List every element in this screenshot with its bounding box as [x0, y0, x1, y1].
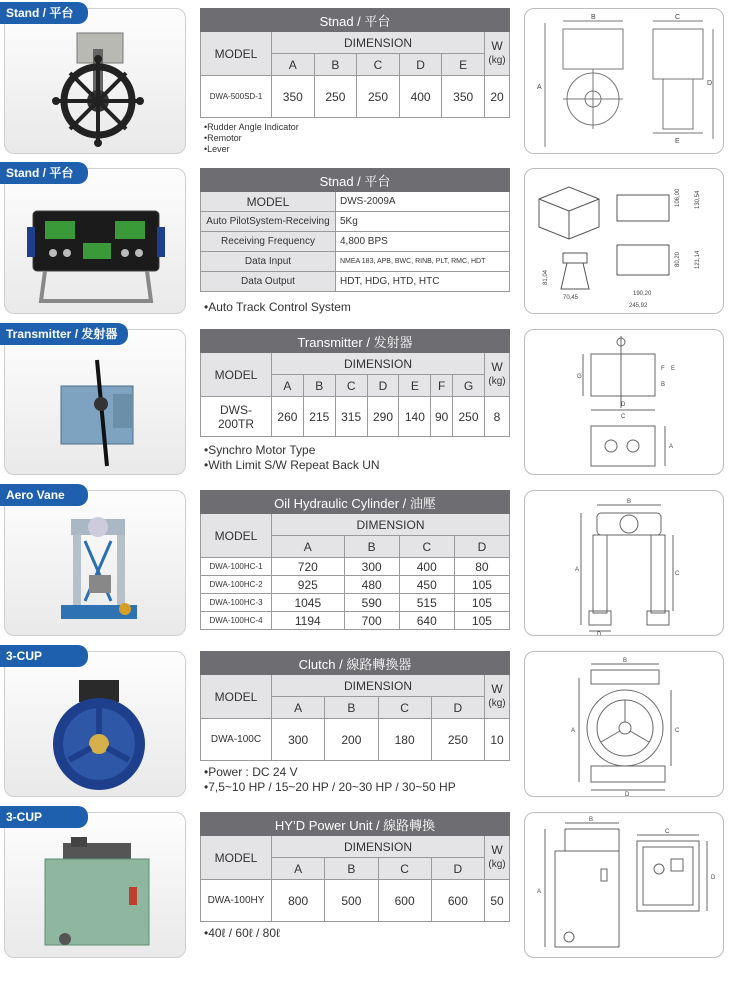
- column-header: D: [399, 54, 442, 76]
- drawing-label: C: [675, 571, 680, 577]
- section-clutch: [0, 645, 730, 800]
- drawing-label: D: [621, 402, 626, 408]
- dimension-drawing: [524, 329, 724, 475]
- model-cell: DWA-100HC-1: [201, 558, 272, 576]
- spec-table: [200, 8, 510, 118]
- drawing-label: C: [621, 414, 626, 420]
- drawing-label: B: [661, 382, 666, 388]
- notes-list: [204, 443, 380, 473]
- weight-cell: 8: [485, 397, 510, 437]
- value-cell: 105: [454, 594, 509, 612]
- value-cell: 250: [357, 76, 400, 118]
- model-header: MODEL: [201, 353, 272, 397]
- value-cell: 250: [431, 719, 484, 761]
- spec-table: [200, 168, 510, 292]
- spec-label: Auto PilotSystem-Receiving: [201, 212, 336, 232]
- dimension-drawing: [524, 8, 724, 154]
- value-cell: 600: [431, 880, 484, 922]
- section-power-unit: [0, 806, 730, 961]
- value-cell: 300: [344, 558, 399, 576]
- dimension-drawing: [524, 651, 724, 797]
- drawing-label: 245,92: [629, 303, 648, 309]
- drawing-label: 81,04: [543, 269, 549, 285]
- spec-label: Receiving Frequency: [201, 232, 336, 252]
- table-row: [201, 880, 510, 922]
- model-cell: DWS-200TR: [201, 397, 272, 437]
- model-cell: DWA-100C: [201, 719, 272, 761]
- table-title: Transmitter / 发射器: [201, 330, 510, 353]
- dimension-header: DIMENSION: [272, 514, 510, 536]
- model-header: MODEL: [201, 675, 272, 719]
- section-transmitter: [0, 323, 730, 478]
- value-cell: 1194: [272, 612, 345, 630]
- drawing-label: E: [671, 366, 676, 372]
- column-header: D: [431, 858, 484, 880]
- section-aero-vane: [0, 484, 730, 639]
- drawing-label: D: [711, 875, 716, 881]
- table-row: [201, 612, 510, 630]
- value-cell: 640: [399, 612, 454, 630]
- table-row: [201, 576, 510, 594]
- product-photo-hydraulic-cylinder: [4, 490, 186, 636]
- drawing-label: F: [661, 366, 665, 372]
- table-row: [201, 272, 510, 292]
- product-photo-ship-wheel-stand: [4, 8, 186, 154]
- value-cell: 140: [399, 397, 431, 437]
- value-cell: 400: [399, 558, 454, 576]
- value-cell: 215: [303, 397, 335, 437]
- value-cell: 105: [454, 576, 509, 594]
- product-photo-control-panel: [4, 168, 186, 314]
- value-cell: 400: [399, 76, 442, 118]
- value-cell: 105: [454, 612, 509, 630]
- value-cell: 80: [454, 558, 509, 576]
- product-photo-clutch: [4, 651, 186, 797]
- value-cell: 290: [367, 397, 399, 437]
- table-row: [201, 232, 510, 252]
- dimension-header: DIMENSION: [272, 353, 485, 375]
- drawing-label: 190,20: [633, 291, 652, 297]
- value-cell: 925: [272, 576, 345, 594]
- notes-list: [204, 926, 280, 941]
- drawing-label: D: [707, 80, 713, 87]
- column-header: C: [335, 375, 367, 397]
- drawing-label: 130,54: [695, 190, 701, 209]
- column-header: C: [378, 858, 431, 880]
- table-row: [201, 558, 510, 576]
- note-item: • With Limit S/W Repeat Back UN: [204, 458, 380, 473]
- column-header: B: [344, 536, 399, 558]
- weight-header: W (kg): [485, 353, 510, 397]
- notes-list: [204, 300, 351, 315]
- drawing-label: 80,20: [675, 251, 681, 267]
- table-row: [201, 76, 510, 118]
- spec-table: [200, 651, 510, 761]
- value-cell: 800: [272, 880, 325, 922]
- value-cell: 300: [272, 719, 325, 761]
- drawing-label: A: [575, 567, 580, 573]
- spec-table: [200, 329, 510, 437]
- note-item: • 40ℓ / 60ℓ / 80ℓ: [204, 926, 280, 941]
- drawing-label: B: [591, 14, 596, 21]
- column-header: E: [442, 54, 485, 76]
- table-title: Clutch / 線路轉換器: [201, 652, 510, 675]
- note-item: • Remotor: [204, 133, 299, 144]
- value-cell: 720: [272, 558, 345, 576]
- column-header: G: [453, 375, 485, 397]
- model-header: MODEL: [201, 192, 336, 212]
- spec-label: Data Output: [201, 272, 336, 292]
- dimension-header: DIMENSION: [272, 32, 485, 54]
- column-header: F: [431, 375, 453, 397]
- weight-header: W (kg): [485, 836, 510, 880]
- model-cell: DWA-100HC-2: [201, 576, 272, 594]
- value-cell: 600: [378, 880, 431, 922]
- drawing-label: B: [589, 817, 594, 823]
- dimension-drawing: [524, 168, 724, 314]
- section-stand-2: [0, 162, 730, 317]
- spec-value: 5Kg: [336, 212, 510, 232]
- value-cell: 250: [314, 76, 357, 118]
- note-item: • Synchro Motor Type: [204, 443, 380, 458]
- value-cell: 700: [344, 612, 399, 630]
- table-title: Stnad / 平台: [201, 9, 510, 32]
- section-tab: Stand / 平台: [0, 2, 88, 24]
- drawing-label: C: [675, 728, 680, 734]
- weight-cell: 20: [485, 76, 510, 118]
- column-header: B: [314, 54, 357, 76]
- model-cell: DWA-500SD-1: [201, 76, 272, 118]
- note-item: • Power : DC 24 V: [204, 765, 456, 780]
- dimension-header: DIMENSION: [272, 836, 485, 858]
- section-tab: Stand / 平台: [0, 162, 88, 184]
- spec-value: NMEA 183, APB, BWC, RINB, PLT, RMC, HDT: [336, 252, 510, 272]
- model-value: DWS-2009A: [336, 192, 510, 212]
- notes-list: [204, 122, 299, 155]
- weight-header: W (kg): [485, 32, 510, 76]
- model-header: MODEL: [201, 836, 272, 880]
- weight-cell: 10: [485, 719, 510, 761]
- column-header: A: [272, 697, 325, 719]
- weight-header: W (kg): [485, 675, 510, 719]
- model-cell: DWA-100HC-3: [201, 594, 272, 612]
- column-header: A: [272, 375, 304, 397]
- dimension-drawing: [524, 812, 724, 958]
- value-cell: 250: [453, 397, 485, 437]
- drawing-label: A: [537, 84, 542, 91]
- drawing-label: A: [537, 889, 542, 895]
- drawing-label: D: [597, 632, 602, 637]
- value-cell: 180: [378, 719, 431, 761]
- product-photo-transmitter: [4, 329, 186, 475]
- drawing-label: C: [675, 14, 681, 21]
- note-item: • Auto Track Control System: [204, 300, 351, 315]
- drawing-label: A: [571, 728, 576, 734]
- column-header: B: [325, 697, 378, 719]
- dimension-drawing: [524, 490, 724, 636]
- column-header: A: [272, 536, 345, 558]
- column-header: A: [272, 858, 325, 880]
- dimension-header: DIMENSION: [272, 675, 485, 697]
- column-header: E: [399, 375, 431, 397]
- spec-table: [200, 812, 510, 922]
- drawing-label: E: [675, 138, 680, 145]
- table-row: [201, 594, 510, 612]
- drawing-label: C: [665, 829, 670, 835]
- section-tab: Aero Vane: [0, 484, 88, 506]
- value-cell: 450: [399, 576, 454, 594]
- value-cell: 350: [272, 76, 315, 118]
- column-header: C: [378, 697, 431, 719]
- value-cell: 1045: [272, 594, 345, 612]
- model-header: MODEL: [201, 32, 272, 76]
- value-cell: 200: [325, 719, 378, 761]
- note-item: • Lever: [204, 144, 299, 155]
- spec-value: HDT, HDG, HTD, HTC: [336, 272, 510, 292]
- value-cell: 500: [325, 880, 378, 922]
- table-title: HY’D Power Unit / 線路轉換: [201, 813, 510, 836]
- drawing-label: B: [623, 658, 628, 664]
- value-cell: 515: [399, 594, 454, 612]
- section-tab: 3-CUP: [0, 645, 88, 667]
- spec-value: 4,800 BPS: [336, 232, 510, 252]
- notes-list: [204, 765, 456, 795]
- drawing-label: 106,00: [675, 188, 681, 207]
- model-cell: DWA-100HY: [201, 880, 272, 922]
- section-stand-1: [0, 2, 730, 157]
- note-item: • 7,5~10 HP / 15~20 HP / 20~30 HP / 30~50 HP: [204, 780, 456, 795]
- drawing-label: A: [669, 444, 674, 450]
- table-title: Oil Hydraulic Cylinder / 油壓: [201, 491, 510, 514]
- drawing-label: B: [627, 499, 632, 505]
- value-cell: 315: [335, 397, 367, 437]
- model-header: MODEL: [201, 514, 272, 558]
- column-header: D: [454, 536, 509, 558]
- section-tab: 3-CUP: [0, 806, 88, 828]
- table-row: [201, 252, 510, 272]
- drawing-label: G: [577, 374, 582, 380]
- table-title: Stnad / 平台: [201, 169, 510, 192]
- note-item: • Rudder Angle Indicator: [204, 122, 299, 133]
- section-tab: Transmitter / 发射器: [0, 323, 128, 345]
- column-header: D: [367, 375, 399, 397]
- value-cell: 350: [442, 76, 485, 118]
- table-row: [201, 719, 510, 761]
- column-header: C: [399, 536, 454, 558]
- spec-table: [200, 490, 510, 630]
- spec-label: Data Input: [201, 252, 336, 272]
- table-row: [201, 397, 510, 437]
- value-cell: 480: [344, 576, 399, 594]
- drawing-label: D: [625, 792, 630, 798]
- column-header: A: [272, 54, 315, 76]
- column-header: C: [357, 54, 400, 76]
- column-header: B: [325, 858, 378, 880]
- column-header: B: [303, 375, 335, 397]
- weight-cell: 50: [485, 880, 510, 922]
- drawing-label: 121,14: [695, 250, 701, 269]
- model-cell: DWA-100HC-4: [201, 612, 272, 630]
- product-photo-power-unit: [4, 812, 186, 958]
- table-row: [201, 212, 510, 232]
- column-header: D: [431, 697, 484, 719]
- drawing-label: 70,45: [563, 295, 579, 301]
- value-cell: 90: [431, 397, 453, 437]
- value-cell: 260: [272, 397, 304, 437]
- value-cell: 590: [344, 594, 399, 612]
